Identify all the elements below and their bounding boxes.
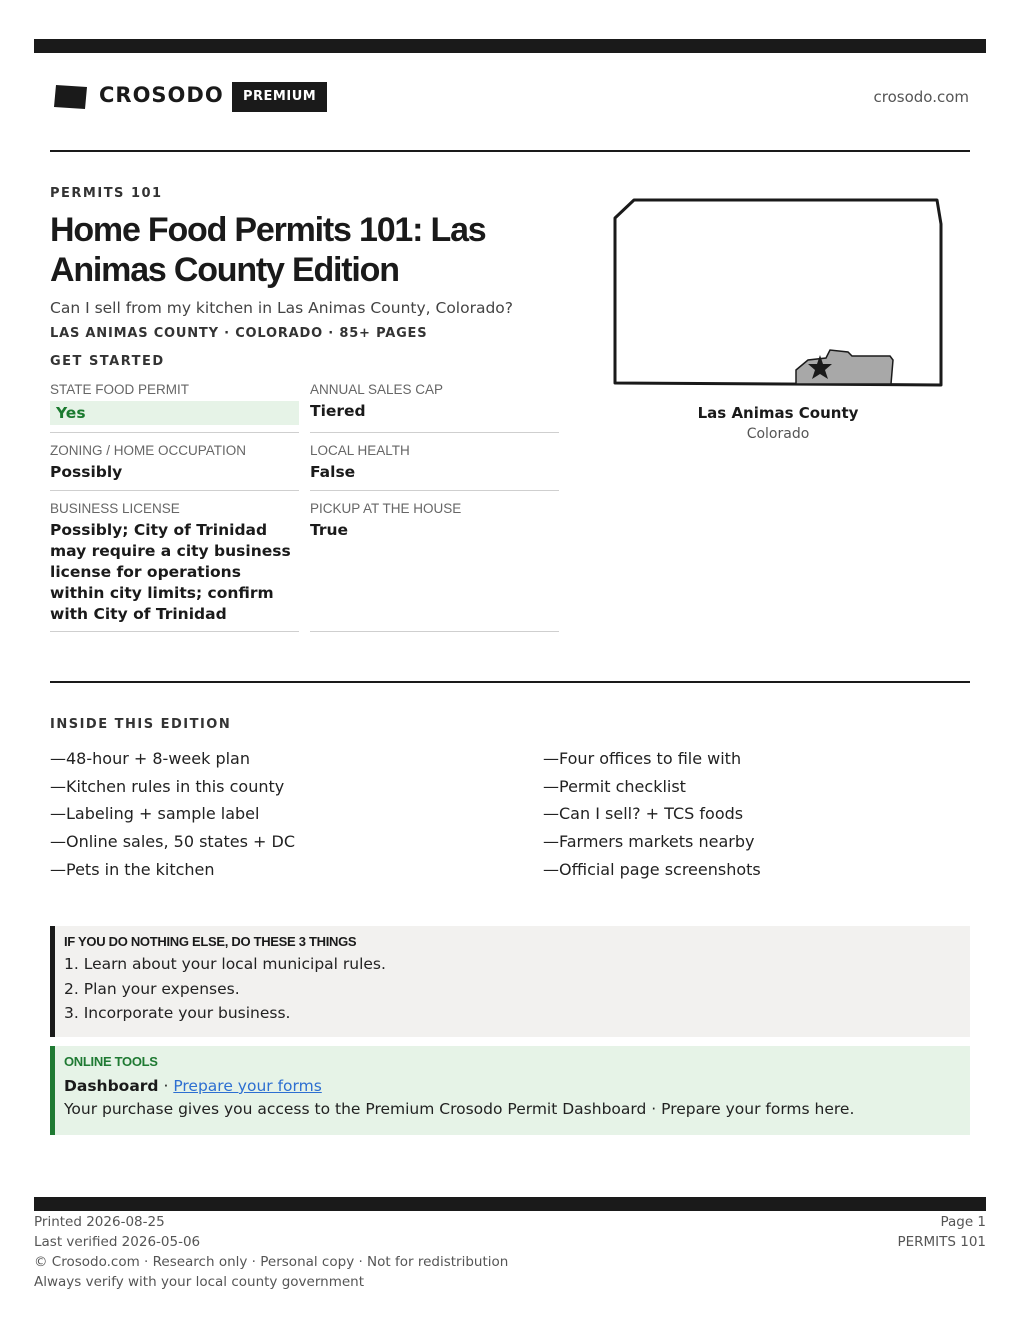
separator: · (158, 1077, 174, 1095)
header-divider (50, 150, 970, 152)
todo-step: 3. Incorporate your business. (64, 1004, 291, 1023)
fact-label: ZONING / HOME OCCUPATION (50, 443, 247, 458)
edition-meta: LAS ANIMAS COUNTY · COLORADO · 85+ PAGES (50, 326, 428, 341)
map-county-label: Las Animas County (697, 404, 859, 422)
fact-zoning (50, 443, 299, 491)
toc-item: —Farmers markets nearby (543, 832, 755, 852)
copyright: © Crosodo.com · Research only · Personal copy · Not for redistribution (34, 1254, 509, 1270)
tools-callout (50, 1046, 970, 1135)
fact-pickup (310, 501, 559, 632)
toc-item: —Can I sell? + TCS foods (543, 804, 744, 824)
toc-item: —48-hour + 8-week plan (50, 749, 250, 768)
county-map (612, 198, 944, 390)
fact-annual-sales-cap (310, 382, 559, 433)
top-bar (34, 39, 986, 53)
verify-note: Always verify with your local county government (34, 1274, 364, 1290)
brand-name: CROSODO (99, 83, 224, 107)
toc-item: —Online sales, 50 states + DC (50, 832, 296, 852)
fact-label: ANNUAL SALES CAP (310, 382, 444, 397)
toc-left (50, 745, 295, 884)
todo-callout (50, 926, 970, 1037)
footer-section: PERMITS 101 (897, 1234, 986, 1250)
toc-item: —Four offices to file with (543, 749, 742, 768)
todo-steps (64, 952, 970, 1026)
tools-description: Your purchase gives you access to the Premium Crosodo Permit Dashboard · Prepare your forms here. (64, 1100, 855, 1118)
footer-right (897, 1212, 986, 1252)
todo-heading: IF YOU DO NOTHING ELSE, DO THESE 3 THINGS (64, 934, 357, 949)
fact-label: PICKUP AT THE HOUSE (310, 501, 462, 516)
map-state-label: Colorado (746, 426, 810, 442)
premium-badge: PREMIUM (232, 82, 327, 112)
state-outline (615, 200, 941, 385)
fact-state-food-permit (50, 382, 299, 433)
tools-line (64, 1077, 970, 1095)
toc-item: —Official page screenshots (543, 859, 761, 879)
page-number: Page 1 (940, 1214, 986, 1230)
toc-item: —Kitchen rules in this county (50, 776, 285, 796)
get-started-heading: GET STARTED (50, 354, 165, 369)
fact-label: STATE FOOD PERMIT (50, 382, 190, 397)
printed-date: Printed 2026-08-25 (34, 1214, 165, 1230)
todo-step: 1. Learn about your local municipal rules. (64, 955, 386, 973)
section-divider (50, 681, 970, 683)
toc-item: —Pets in the kitchen (50, 859, 215, 879)
fact-local-health (310, 443, 559, 491)
header (50, 80, 970, 114)
page-title: Home Food Permits 101: Las Animas County Edition (50, 211, 486, 289)
toc-right (543, 745, 761, 884)
dashboard-label: Dashboard (64, 1077, 159, 1095)
tools-heading: ONLINE TOOLS (64, 1054, 158, 1069)
toc-item: —Labeling + sample label (50, 804, 260, 824)
kicker: PERMITS 101 (50, 186, 163, 201)
todo-step: 2. Plan your expenses. (64, 979, 240, 998)
verified-date: Last verified 2026-05-06 (34, 1234, 201, 1250)
logo-icon (54, 84, 88, 110)
site-url[interactable]: crosodo.com (873, 88, 969, 106)
fact-value: Possibly (50, 463, 123, 481)
inside-heading: INSIDE THIS EDITION (50, 717, 232, 732)
prepare-forms-link[interactable]: Prepare your forms (173, 1077, 322, 1095)
fact-value: Tiered (310, 402, 366, 420)
fact-label: BUSINESS LICENSE (50, 501, 180, 516)
footer-left (34, 1212, 508, 1292)
bottom-bar (34, 1197, 986, 1211)
fact-value: Yes (50, 401, 299, 425)
fact-value: Possibly; City of Trinidad may require a city business license for operations within city limits; confirm with City of Trinidad (50, 521, 291, 623)
fact-business-license (50, 501, 299, 632)
fact-label: LOCAL HEALTH (310, 443, 410, 458)
fact-value: True (310, 521, 349, 539)
toc-item: —Permit checklist (543, 776, 686, 796)
subtitle: Can I sell from my kitchen in Las Animas County, Colorado? (50, 299, 514, 317)
fact-value: False (310, 463, 356, 481)
